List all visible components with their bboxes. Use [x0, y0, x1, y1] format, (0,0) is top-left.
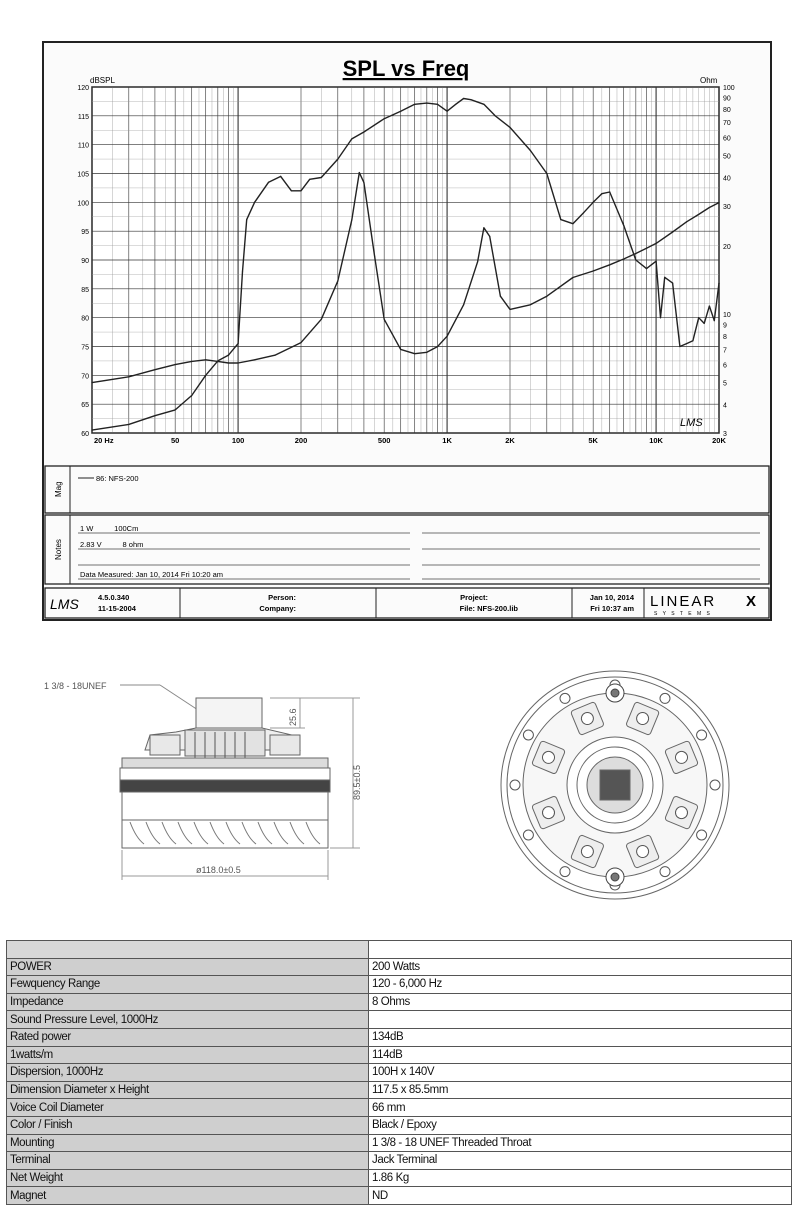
spl-point: [593, 202, 594, 203]
bolt-hole: [697, 830, 707, 840]
spl-point: [483, 104, 484, 105]
spec-value: Black / Epoxy: [369, 1116, 792, 1134]
side-view-drawing: [44, 681, 360, 880]
spec-label: Sound Pressure Level, 1000Hz: [7, 1011, 369, 1029]
bolt-hole: [523, 730, 533, 740]
impedance-point: [191, 361, 192, 362]
throat-height-dim: 25.6: [288, 708, 298, 726]
spl-point: [686, 343, 687, 344]
impedance-point: [718, 202, 719, 203]
spec-header-cell: [369, 941, 792, 959]
spl-point: [672, 283, 673, 284]
y2-tick-label: 30: [723, 203, 731, 211]
impedance-point: [698, 214, 699, 215]
plot-area: [77, 85, 734, 445]
mechanical-drawings: [0, 640, 800, 930]
spec-label: POWER: [7, 958, 369, 976]
spec-row: [7, 1169, 792, 1187]
spec-value: [369, 1011, 792, 1029]
impedance-point: [238, 362, 239, 363]
spl-point: [268, 182, 269, 183]
spl-point: [495, 115, 496, 116]
impedance-point: [483, 227, 484, 228]
spl-point: [175, 409, 176, 410]
spl-point: [384, 118, 385, 119]
spl-point: [205, 375, 206, 376]
impedance-point: [646, 248, 647, 249]
spec-label: 1watts/m: [7, 1046, 369, 1064]
spec-value: 100H x 140V: [369, 1064, 792, 1082]
impedance-point: [363, 182, 364, 183]
impedance-point: [300, 342, 301, 343]
spec-row: [7, 1134, 792, 1152]
impedance-point: [572, 277, 573, 278]
spl-point: [291, 190, 292, 191]
impedance-point: [500, 296, 501, 297]
spl-point: [363, 131, 364, 132]
brand-subtitle: S Y S T E M S: [654, 611, 712, 617]
spl-point: [601, 193, 602, 194]
spec-value: 114dB: [369, 1046, 792, 1064]
spec-label: Fewquency Range: [7, 976, 369, 994]
spl-point: [560, 219, 561, 220]
impedance-point: [656, 243, 657, 244]
y-tick-label: 105: [77, 171, 89, 179]
spec-value: 1.86 Kg: [369, 1169, 792, 1187]
y-tick-label: 60: [81, 431, 89, 438]
x-tick-label: 2K: [505, 436, 515, 445]
spec-value: 134dB: [369, 1028, 792, 1046]
footer-date: Jan 10, 2014: [589, 593, 634, 602]
spec-row: [7, 1064, 792, 1082]
spec-label: Magnet: [7, 1187, 369, 1205]
impedance-point: [530, 304, 531, 305]
spl-point: [692, 340, 693, 341]
y2-tick-label: 4: [723, 402, 727, 410]
spl-point: [254, 202, 255, 203]
spec-label: Impedance: [7, 993, 369, 1011]
impedance-point: [686, 221, 687, 222]
y2-tick-label: 9: [723, 322, 727, 330]
bolt-hole: [697, 730, 707, 740]
spl-point: [623, 225, 624, 226]
y-tick-label: 75: [81, 344, 89, 352]
spl-point: [280, 176, 281, 177]
notes-line-3: Data Measured: Jan 10, 2014 Fri 10:20 am: [80, 570, 223, 579]
spl-point: [714, 320, 715, 321]
y-tick-label: 115: [77, 113, 89, 121]
footer-version-date: 11-15-2004: [98, 604, 136, 613]
impedance-point: [359, 172, 360, 173]
spl-point: [300, 190, 301, 191]
x-tick-label: 10K: [649, 436, 663, 445]
top-view-drawing: [501, 671, 729, 899]
footer-person-label: Person:: [268, 593, 296, 602]
spec-table: [6, 940, 792, 1205]
spec-value: 117.5 x 85.5mm: [369, 1081, 792, 1099]
spec-value: 8 Ohms: [369, 993, 792, 1011]
impedance-point: [175, 364, 176, 365]
terminal-post-center: [611, 689, 619, 697]
spec-label: Color / Finish: [7, 1116, 369, 1134]
spl-point: [718, 283, 719, 284]
impedance-point: [154, 369, 155, 370]
impedance-point: [489, 236, 490, 237]
footer-version: 4.5.0.340: [98, 593, 130, 602]
y2-tick-label: 90: [723, 95, 731, 103]
spec-label: Rated power: [7, 1028, 369, 1046]
impedance-point: [384, 319, 385, 320]
spl-point: [546, 173, 547, 174]
footer-time: Fri 10:37 am: [590, 604, 634, 613]
spec-label: Dimension Diameter x Height: [7, 1081, 369, 1099]
spl-point: [309, 179, 310, 180]
spec-row: [7, 1011, 792, 1029]
x-tick-label: 50: [170, 436, 180, 445]
legend-side-label: Mag: [54, 481, 63, 497]
impedance-point: [414, 353, 415, 354]
x-tick-label: 5K: [588, 436, 598, 445]
x-tick-label: 1K: [442, 436, 452, 445]
impedance-point: [477, 261, 478, 262]
spec-row: [7, 958, 792, 976]
impedance-point: [546, 296, 547, 297]
y-tick-label: 100: [77, 200, 89, 208]
lms-watermark: LMS: [680, 417, 703, 429]
notes-line-2: 2.83 V 8 ohm: [80, 540, 144, 549]
spec-row: [7, 1187, 792, 1205]
spl-point: [470, 99, 471, 100]
y2-tick-label: 20: [723, 243, 731, 251]
impedance-point: [321, 319, 322, 320]
chart-title: SPL vs Freq: [342, 56, 470, 81]
spec-value: 1 3/8 - 18 UNEF Threaded Throat: [369, 1134, 792, 1152]
impedance-point: [635, 253, 636, 254]
impedance-point: [205, 359, 206, 360]
impedance-point: [274, 355, 275, 356]
spl-point: [154, 415, 155, 416]
impedance-point: [437, 346, 438, 347]
spec-row: [7, 1081, 792, 1099]
spec-row: [7, 993, 792, 1011]
x-tick-label: 500: [377, 436, 391, 445]
total-height-dim: 89.5±0.5: [352, 765, 362, 800]
spl-point: [509, 127, 510, 128]
diameter-dim: ø118.0±0.5: [196, 865, 241, 875]
spl-point: [660, 317, 661, 318]
y2-tick-label: 50: [723, 153, 731, 161]
y-tick-label: 120: [77, 85, 89, 92]
brand-logo: LINEAR: [650, 593, 717, 610]
spl-point: [455, 104, 456, 105]
spec-row: [7, 1028, 792, 1046]
spl-point: [321, 177, 322, 178]
spl-point: [646, 268, 647, 269]
x-tick-label: 200: [294, 436, 308, 445]
impedance-point: [217, 361, 218, 362]
y-tick-label: 85: [81, 286, 89, 294]
impedance-point: [623, 258, 624, 259]
spec-label: Voice Coil Diameter: [7, 1099, 369, 1117]
spec-row: [7, 976, 792, 994]
impedance-point: [709, 207, 710, 208]
y2-tick-label: 60: [723, 135, 731, 143]
terminal-post-center: [611, 873, 619, 881]
spl-point: [530, 150, 531, 151]
bolt-hole: [660, 693, 670, 703]
spl-point: [228, 355, 229, 356]
y2-tick-label: 10: [723, 312, 731, 320]
spl-point: [400, 111, 401, 112]
left-axis-unit: dBSPL: [90, 76, 115, 85]
spec-row: [7, 1099, 792, 1117]
spl-point: [191, 395, 192, 396]
footer-project-label: Project:: [460, 593, 488, 602]
impedance-point: [400, 349, 401, 350]
spl-point: [572, 223, 573, 224]
impedance-point: [672, 231, 673, 232]
y2-tick-label: 100: [723, 85, 735, 92]
brand-logo-x: X: [746, 593, 757, 610]
bolt-hole: [523, 830, 533, 840]
spl-point: [656, 261, 657, 262]
spec-value: ND: [369, 1187, 792, 1205]
spl-point: [337, 159, 338, 160]
thread-label: 1 3/8 - 18UNEF: [44, 681, 107, 691]
bolt-hole: [710, 780, 720, 790]
impedance-point: [609, 264, 610, 265]
spec-label: Net Weight: [7, 1169, 369, 1187]
spl-point: [128, 424, 129, 425]
spec-label: Dispersion, 1000Hz: [7, 1064, 369, 1082]
spl-point: [664, 277, 665, 278]
legend-entry: 86: NFS-200: [96, 474, 139, 483]
spec-header-row: [7, 941, 792, 959]
bolt-hole: [660, 867, 670, 877]
impedance-point: [228, 362, 229, 363]
spl-point: [609, 191, 610, 192]
impedance-point: [374, 256, 375, 257]
y-tick-label: 90: [81, 258, 89, 265]
y2-tick-label: 70: [723, 120, 731, 128]
y-tick-label: 80: [81, 315, 89, 323]
spec-row: [7, 1116, 792, 1134]
impedance-point: [254, 359, 255, 360]
bolt-hole: [560, 693, 570, 703]
spec-row: [7, 1046, 792, 1064]
y2-tick-label: 80: [723, 107, 731, 115]
spec-value: Jack Terminal: [369, 1152, 792, 1170]
y2-tick-label: 6: [723, 362, 727, 370]
spl-point: [246, 219, 247, 220]
spl-point: [583, 212, 584, 213]
spl-point: [704, 323, 705, 324]
y2-tick-label: 8: [723, 334, 727, 342]
y-tick-label: 65: [81, 402, 89, 410]
footer-file-label: File: NFS-200.lib: [459, 604, 518, 613]
y2-tick-label: 3: [723, 431, 727, 438]
spec-label: Mounting: [7, 1134, 369, 1152]
impedance-point: [463, 304, 464, 305]
y2-tick-label: 7: [723, 347, 727, 355]
spl-point: [238, 343, 239, 344]
spec-label: Terminal: [7, 1152, 369, 1170]
spl-point: [463, 98, 464, 99]
spl-point: [709, 306, 710, 307]
spl-point: [91, 430, 92, 431]
impedance-point: [128, 376, 129, 377]
spec-value: 120 - 6,000 Hz: [369, 976, 792, 994]
right-axis-unit: Ohm: [700, 76, 718, 85]
spl-point: [242, 271, 243, 272]
y-tick-label: 70: [81, 373, 89, 381]
spec-value: 200 Watts: [369, 958, 792, 976]
spec-row: [7, 1152, 792, 1170]
spec-value: 66 mm: [369, 1099, 792, 1117]
spl-point: [698, 317, 699, 318]
footer-company-label: Company:: [259, 604, 296, 613]
y2-tick-label: 5: [723, 380, 727, 388]
y-tick-label: 95: [81, 229, 89, 237]
impedance-point: [337, 280, 338, 281]
notes-side-label: Notes: [54, 539, 63, 560]
impedance-point: [509, 309, 510, 310]
impedance-point: [447, 336, 448, 337]
spl-point: [426, 103, 427, 104]
notes-line-1: 1 W 100Cm: [80, 524, 139, 533]
spl-point: [351, 138, 352, 139]
y2-tick-label: 40: [723, 175, 731, 183]
spl-point: [447, 111, 448, 112]
bolt-hole: [510, 780, 520, 790]
x-tick-label: 20 Hz: [94, 436, 114, 445]
impedance-point: [593, 270, 594, 271]
spl-point: [437, 104, 438, 105]
spl-point: [679, 346, 680, 347]
bolt-hole: [560, 867, 570, 877]
spec-header-cell: [7, 941, 369, 959]
footer-lms-logo: LMS: [50, 596, 79, 612]
spl-point: [635, 259, 636, 260]
spl-point: [414, 104, 415, 105]
impedance-point: [91, 382, 92, 383]
x-tick-label: 20K: [712, 436, 726, 445]
impedance-point: [426, 352, 427, 353]
impedance-point: [351, 219, 352, 220]
x-tick-label: 100: [231, 436, 245, 445]
y-tick-label: 110: [77, 142, 89, 150]
